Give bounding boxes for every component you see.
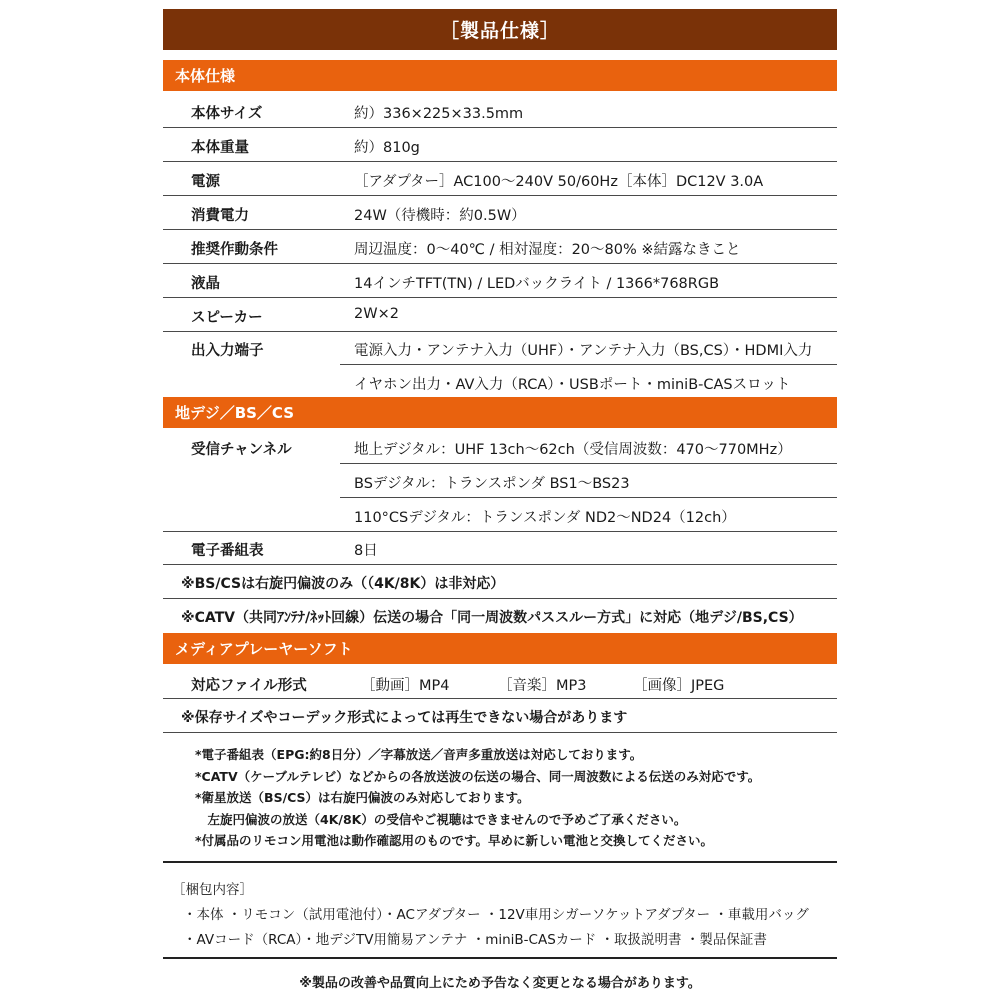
spec-row-power: [163, 162, 837, 195]
footnote: 左旋円偏波の放送（4K/8K）の受信やご視聴はできませんので予めご了承ください。: [195, 811, 687, 827]
section-heading-body-spec: 本体仕様: [163, 60, 837, 91]
spec-value: 2W×2: [354, 306, 399, 322]
spec-value: 周辺温度：0〜40℃ / 相対湿度：20〜80% ※結露なきこと: [354, 242, 741, 258]
spec-value: イヤホン出力・AV入力（RCA）・USBポート・miniB-CASスロット: [354, 377, 791, 393]
spec-value: 8日: [354, 543, 378, 559]
format-video: ［動画］MP4: [361, 678, 450, 694]
spec-row-weight: [163, 128, 837, 161]
spec-label: 電子番組表: [191, 543, 264, 559]
section-heading-media: メディアプレーヤーソフト: [163, 633, 837, 664]
row-divider: [163, 732, 837, 733]
package-title: ［梱包内容］: [172, 882, 253, 898]
note-text: ※CATV（共同ｱﾝﾃﾅ/ﾈｯﾄ回線）伝送の場合「同一周波数パススルー方式」に対応（地デジ/BS,CS）: [181, 610, 803, 626]
spec-value: ［アダプター］AC100〜240V 50/60Hz［本体］DC12V 3.0A: [354, 174, 764, 190]
format-audio: ［音楽］MP3: [498, 678, 587, 694]
spec-value: 110°CSデジタル：トランスポンダ ND2〜ND24（12ch）: [354, 510, 736, 526]
spec-label: 液晶: [191, 276, 220, 292]
footnote: *CATV（ケーブルテレビ）などからの各放送波の伝送の場合、同一周波数による伝送のみ対応です。: [195, 768, 761, 784]
spec-row-size: [163, 94, 837, 127]
spec-label: 本体サイズ: [191, 106, 263, 122]
spec-row-channels: [163, 430, 837, 463]
broadcast-note: [163, 599, 837, 632]
spec-value: 地上デジタル：UHF 13ch〜62ch（受信周波数：470〜770MHz）: [354, 442, 792, 458]
spec-row-cs: [163, 498, 837, 531]
spec-row-lcd: [163, 264, 837, 297]
package-line: ・AVコード（RCA）・地デジTV用簡易アンテナ ・miniB-CASカード ・取扱説明書 ・製品保証書: [183, 932, 767, 948]
page-title: ［製品仕様］: [163, 9, 837, 50]
spec-row-epg: [163, 531, 837, 564]
spec-label: 本体重量: [191, 140, 249, 156]
spec-value: 24W（待機時：約0.5W）: [354, 208, 526, 224]
format-image: ［画像］JPEG: [633, 678, 725, 694]
footnote: *電子番組表（EPG:約8日分）／字幕放送／音声多重放送は対応しております。: [195, 747, 643, 762]
spec-label: 出入力端子: [191, 343, 264, 359]
spec-row-bs: [163, 464, 837, 497]
spec-label: 消費電力: [191, 208, 249, 224]
spec-row-io-continued: [163, 365, 837, 398]
spec-label: 電源: [191, 174, 220, 190]
spec-row-conditions: [163, 230, 837, 263]
spec-value: BSデジタル：トランスポンダ BS1〜BS23: [354, 476, 630, 492]
footnote: *付属品のリモコン用電池は動作確認用のものです。早めに新しい電池と交換してください。: [195, 833, 714, 848]
package-line: ・本体 ・リモコン（試用電池付）・ACアダプター ・12V車用シガーソケットアダプター ・車載用バッグ: [183, 907, 809, 923]
footnotes: [195, 744, 760, 852]
broadcast-note: [163, 565, 837, 598]
spec-label: 受信チャンネル: [191, 442, 292, 458]
spec-label: 対応ファイル形式: [191, 678, 307, 694]
footnote: *衛星放送（BS/CS）は右旋円偏波のみ対応しております。: [195, 790, 530, 805]
spec-row-io: [163, 331, 837, 364]
spec-value: 電源入力・アンテナ入力（UHF）・アンテナ入力（BS,CS）・HDMI入力: [354, 343, 813, 359]
section-divider: [163, 861, 837, 863]
note-text: ※保存サイズやコーデック形式によっては再生できない場合があります: [181, 710, 628, 726]
spec-value: 約）336×225×33.5mm: [354, 106, 524, 122]
disclaimer-note: ※製品の改善や品質向上にため予告なく変更となる場合があります。: [299, 976, 701, 991]
note-text: ※BS/CSは右旋円偏波のみ（（4K/8K）は非対応）: [181, 576, 505, 592]
spec-label: 推奨作動条件: [191, 242, 278, 258]
spec-row-formats: [163, 666, 837, 699]
media-note: [163, 699, 837, 732]
spec-label: スピーカー: [191, 310, 263, 326]
section-heading-broadcast: 地デジ／BS／CS: [163, 397, 837, 428]
spec-row-speaker: [163, 298, 837, 331]
spec-value: 14インチTFT(TN) / LEDバックライト / 1366*768RGB: [354, 276, 720, 292]
spec-value: 約）810g: [354, 140, 420, 156]
spec-row-consumption: [163, 196, 837, 229]
section-divider: [163, 957, 837, 959]
